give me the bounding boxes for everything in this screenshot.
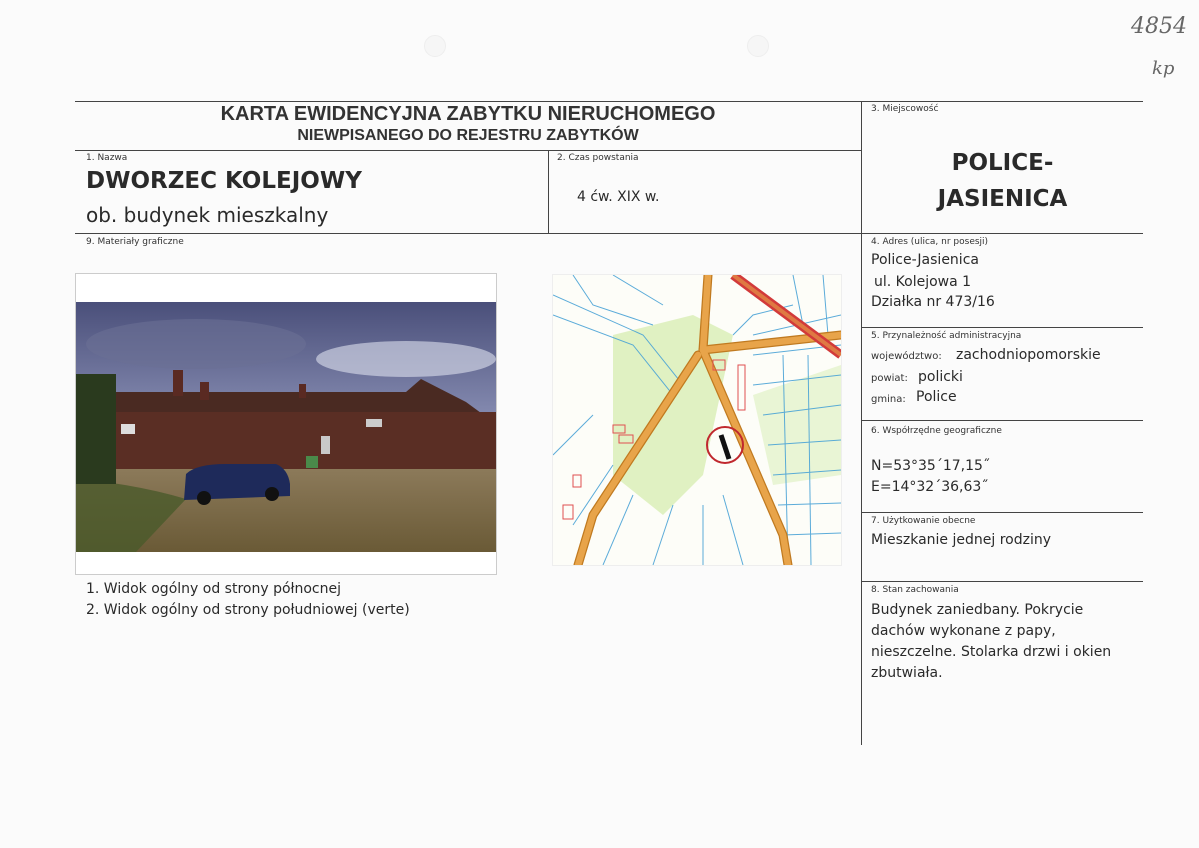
building-photo [76,274,496,574]
name-row-bottom [75,233,1143,234]
miejscowosc-line1: POLICE- [951,150,1054,176]
nazwa-sub: ob. budynek mieszkalny [86,203,329,227]
punch-hole [747,35,769,57]
wojewodztwo-label: województwo: [871,351,942,362]
stan-line: zbutwiała. [871,665,943,681]
handwritten-number: 4854 [1131,14,1187,39]
stan-label: 8. Stan zachowania [871,585,959,595]
uzytkowanie-value: Mieszkanie jednej rodziny [871,532,1052,548]
powiat-label: powiat: [871,373,908,384]
divider-5-6 [861,420,1143,421]
miejscowosc-label: 3. Miejscowość [871,104,939,114]
stan-text [871,600,1111,684]
divider-4-5 [861,327,1143,328]
photo-caption-1: 1. Widok ogólny od strony północnej [86,581,342,597]
adres-line2: ul. Kolejowa 1 [874,274,972,290]
photo-caption-2: 2. Widok ogólny od strony południowej (verte) [86,602,410,618]
divider-6-7 [861,512,1143,513]
coord-e: E=14°32´36,63˝ [871,479,989,495]
divider-7-8 [861,581,1143,582]
powiat-value: policki [918,369,963,385]
adres-label: 4. Adres (ulica, nr posesji) [871,237,989,247]
stan-line: Budynek zaniedbany. Pokrycie [871,602,1084,618]
map-drawing [553,275,841,565]
punch-hole [424,35,446,57]
miejscowosc-line2: JASIENICA [937,186,1068,212]
photo-frame [75,273,497,575]
gmina-label: gmina: [871,394,906,405]
nazwa-main: DWORZEC KOLEJOWY [86,168,362,194]
nazwa-label: 1. Nazwa [86,153,128,163]
card-subtitle: NIEWPISANEGO DO REJESTRU ZABYTKÓW [297,127,639,144]
adres-line1: Police-Jasienica [871,252,979,268]
cadastral-map [552,274,842,566]
handwritten-note: kp [1152,58,1175,79]
top-border [75,101,1143,102]
name-date-divider [548,150,549,234]
coord-n: N=53°35´17,15˝ [871,458,990,474]
wspolrzedne-label: 6. Współrzędne geograficzne [871,426,1002,436]
card-title: KARTA EWIDENCYJNA ZABYTKU NIERUCHOMEGO [220,103,716,125]
stan-line: dachów wykonane z papy, [871,623,1056,639]
wojewodztwo-value: zachodniopomorskie [956,347,1101,363]
materialy-label: 9. Materiały graficzne [86,237,184,247]
header-divider [75,150,861,151]
przynaleznosc-label: 5. Przynależność administracyjna [871,331,1022,341]
gmina-value: Police [916,389,957,405]
czas-value: 4 ćw. XIX w. [577,189,660,205]
czas-label: 2. Czas powstania [557,153,639,163]
stan-line: nieszczelne. Stolarka drzwi i okien [871,644,1112,660]
uzytkowanie-label: 7. Użytkowanie obecne [871,516,976,526]
adres-line3: Działka nr 473/16 [871,294,995,310]
